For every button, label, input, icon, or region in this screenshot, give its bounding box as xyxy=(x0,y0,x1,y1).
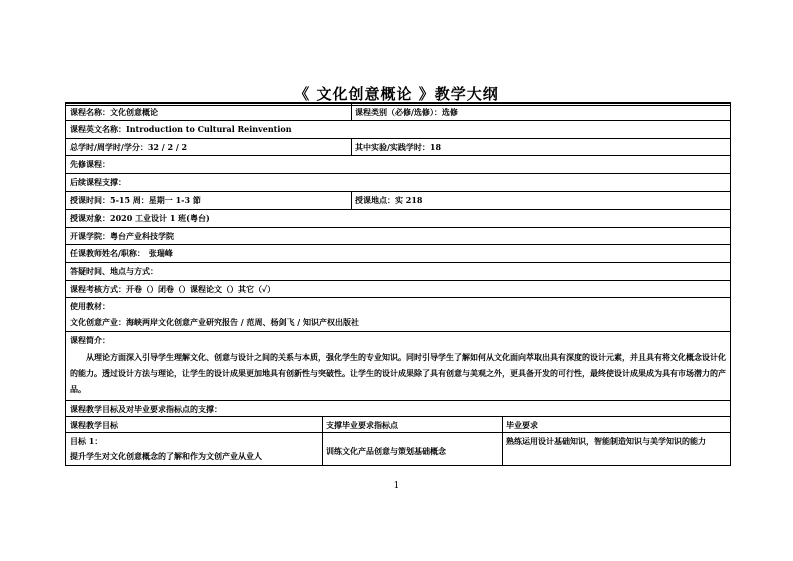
teaching-audience: 授课对象：2020 工业设计 1 班(粤台) xyxy=(70,213,210,223)
page-number: 1 xyxy=(393,481,400,491)
prerequisite-courses: 先修课程： xyxy=(70,159,110,169)
course-intro: 从理论方面深入引导学生理解文化、创意与设计之间的关系与本质，强化学生的专业知识。同时引导学生了解如何从文化面向萃取出具有深度的设计元素，并且具有将文化概念设计化的能力。透过设计方法与理论，让学生的设计成果更加地具有创新性与突破性。让学生的设计成果除了具有创意与美观之外，更具备开发的可行性，最终使设计成果成为具有市场潜力的产品。 xyxy=(70,352,726,394)
document-title: 《 文化创意概论 》教学大纲 xyxy=(294,85,499,103)
qa-time-place: 答疑时间、地点与方式： xyxy=(70,266,158,276)
assessment-method: 课程考核方式：开卷（）闭卷（）课程论文（）其它（✓） xyxy=(70,284,276,294)
goals-header-goal: 课程教学目标 xyxy=(70,420,118,430)
course-category: 课程类别（必修/选修）：选修 xyxy=(355,107,458,117)
lab-hours: 其中实验/实践学时：18 xyxy=(355,142,442,152)
teaching-time: 授课时间：5-15 周：星期一 1-3 節 xyxy=(70,195,201,205)
follow-up-courses: 后续课程支撑： xyxy=(70,177,126,187)
teaching-place: 授课地点：实 218 xyxy=(355,195,423,205)
goal-1-requirement: 熟练运用设计基础知识，智能制造知识与美学知识的能力 xyxy=(506,436,706,446)
goal-1-indicator: 训练文化产品创意与策划基础概念 xyxy=(326,446,446,456)
goals-header-requirement: 毕业要求 xyxy=(506,420,538,430)
goal-1: 目标 1： 提升学生对文化创意概念的了解和作为文创产业从业人 xyxy=(70,436,262,461)
syllabus-table xyxy=(65,102,731,466)
course-name: 课程名称：文化创意概论 xyxy=(70,107,158,117)
offering-college: 开课学院：粤台产业科技学院 xyxy=(70,231,174,241)
textbook: 文化创意产业：海峡两岸文化创意产业研究报告 / 范周、杨剑飞 / 知识产权出版社 xyxy=(70,317,359,327)
goals-header-indicator: 支撑毕业要求指标点 xyxy=(326,420,398,430)
course-intro-label: 课程简介： xyxy=(70,335,110,345)
course-hours: 总学时/周学时/学分：32 / 2 / 2 xyxy=(70,142,188,152)
textbook-label: 使用教材： xyxy=(70,301,110,311)
goals-label: 课程教学目标及对毕业要求指标点的支撑： xyxy=(70,404,222,414)
teacher-name: 任课教师姓名/职称： 张瑞峰 xyxy=(70,248,173,258)
course-english-name: 课程英文名称：Introduction to Cultural Reinvention xyxy=(70,124,292,134)
